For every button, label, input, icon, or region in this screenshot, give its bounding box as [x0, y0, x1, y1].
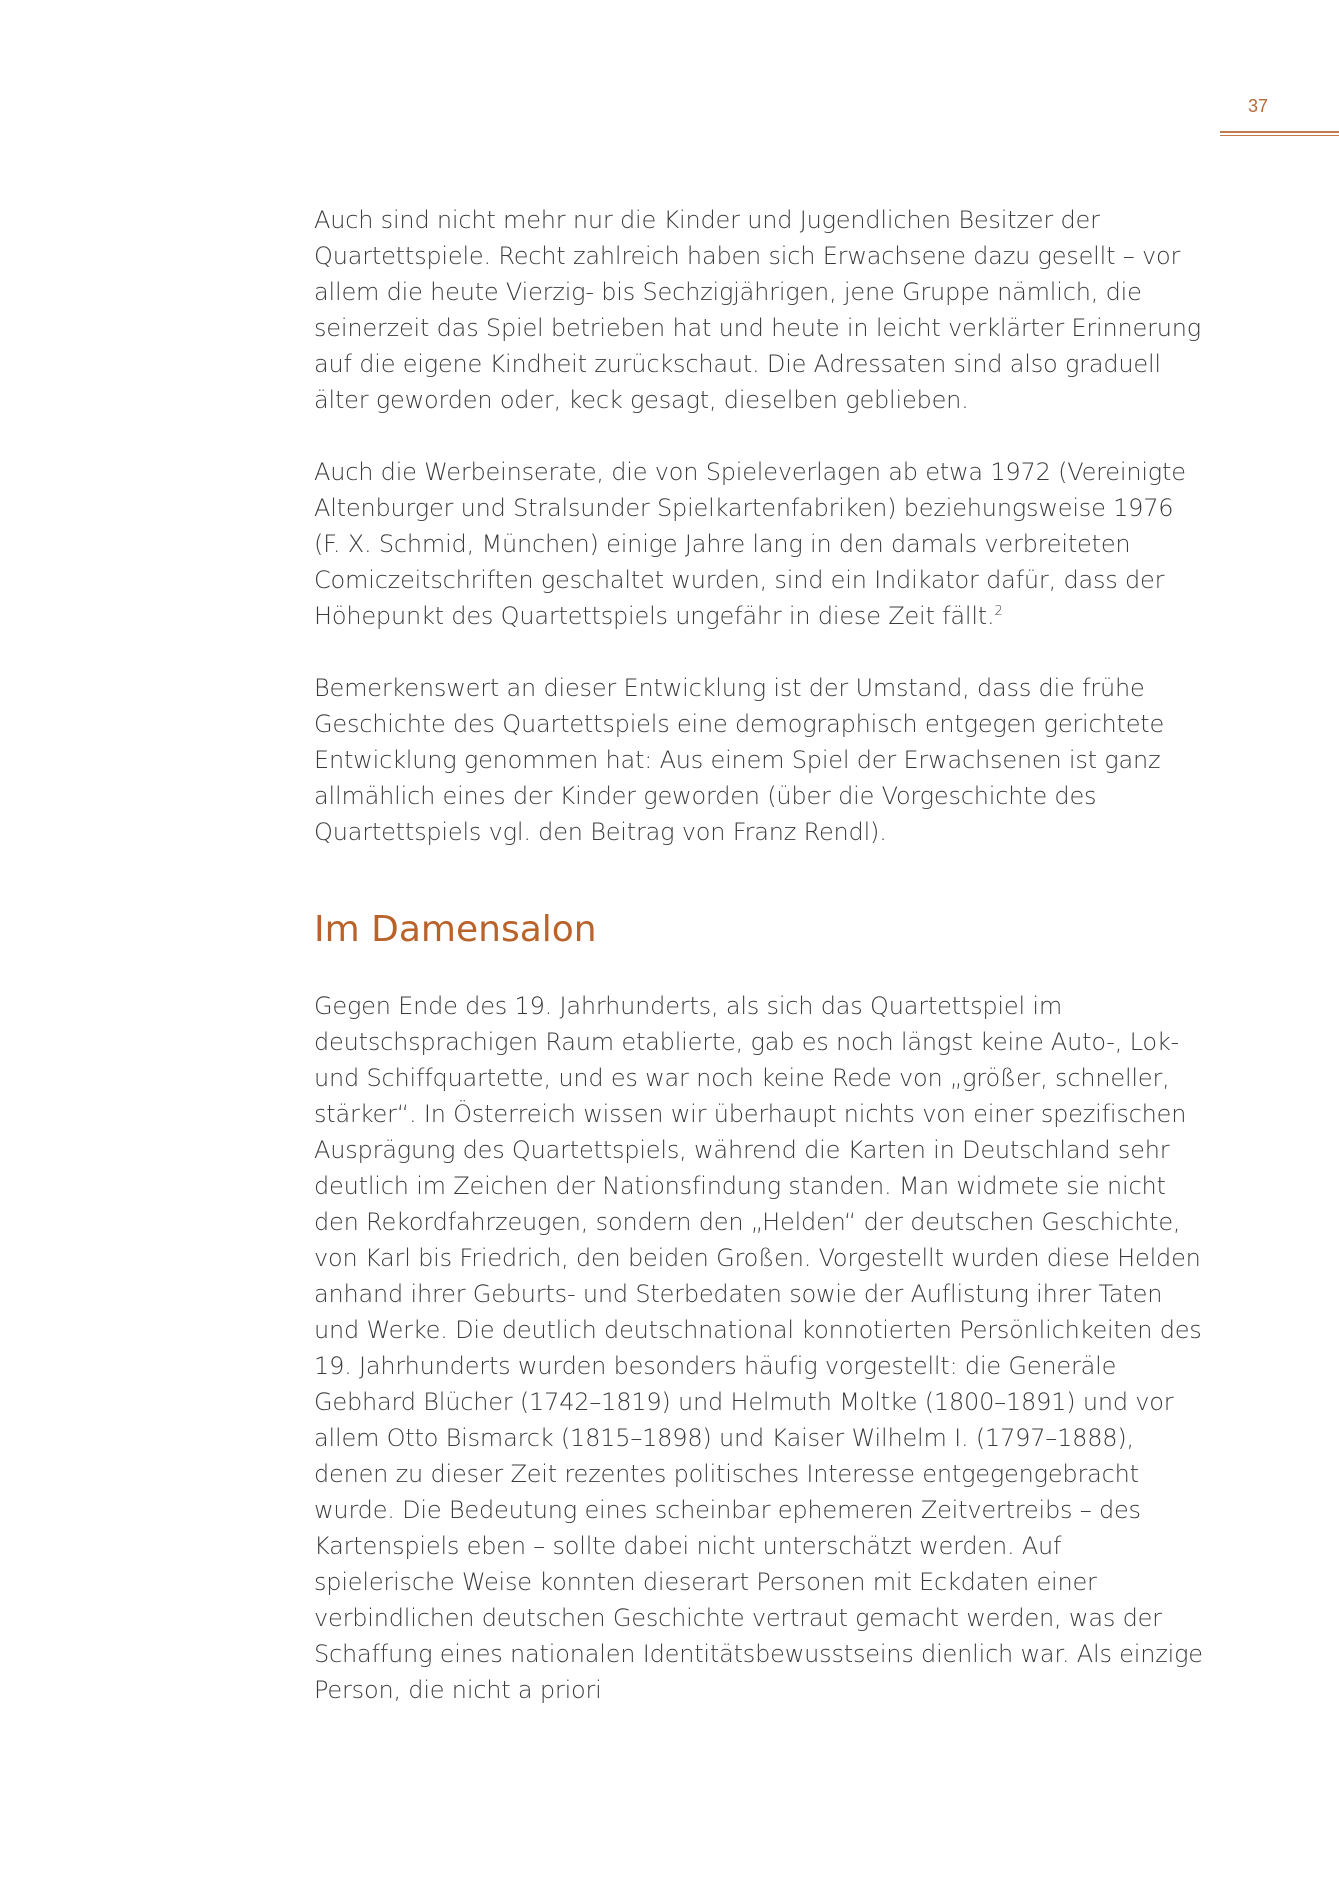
paragraph-2-text: Auch die Werbeinserate, die von Spieleverlagen ab etwa 1972 (Vereinigte Altenburger und Stralsunder Spielkartenfabriken) beziehungsweise 1976 (F. X. Schmid, München) einige Jahre lang in den damals verbreiteten Comiczeitschriften geschaltet wurden, sind ein Indikator dafür, dass der Höhepunkt des Quartettspiels ungefähr in diese Zeit fällt. [314, 458, 1186, 630]
paragraph-3: Bemerkenswert an dieser Entwicklung ist der Umstand, dass die frühe Geschichte des Quartettspiels eine demographisch entgegen gerichtete Entwicklung genommen hat: Aus einem Spiel der Erwachsenen ist ganz allmählich eines der Kinder geworden (über die Vorgeschichte des Quartettspiels vgl. den Beitrag von Franz Rendl). [314, 674, 1165, 846]
header-rule [1220, 131, 1339, 133]
section-paragraph: Gegen Ende des 19. Jahrhunderts, als sich das Quartettspiel im deutschsprachigen Raum etablierte, gab es noch längst keine Auto-, Lok- und Schiffquartette, und es war noch keine Rede von „größer, schneller, stärker“. In Österreich wissen wir überhaupt nichts von einer spezifischen Ausprägung des Quartettspiels, während die Karten in Deutschland sehr deutlich im Zeichen der Nationsfindung standen. Man widmete sie nicht den Rekordfahrzeugen, sondern den „Helden“ der deutschen Geschichte, von Karl bis Friedrich, den beiden Großen. Vorgestellt wurden diese Helden anhand ihrer Geburts- und Sterbedaten sowie der Auflistung ihrer Taten und Werke. Die deutlich deutschnational konnotierten Persönlichkeiten des 19. Jahrhunderts wurden besonders häufig vorgestellt: die Generäle Gebhard Blücher (1742–1819) und Helmuth Moltke (1800–1891) und vor allem Otto Bismarck (1815–1898) und Kaiser Wilhelm I. (1797–1888), denen zu dieser Zeit rezentes politisches Interesse entgegengebracht wurde. Die Bedeutung eines scheinbar ephemeren Zeitvertreibs – des Kartenspiels eben – sollte dabei nicht unterschätzt werden. Auf spielerische Weise konnten dieserart Personen mit Eckdaten einer verbindlichen deutschen Geschichte vertraut gemacht werden, was der Schaffung eines nationalen Identitätsbewusstseins dienlich war. Als einzige Person, die nicht a priori [314, 992, 1203, 1704]
header-rule-thin [1220, 135, 1339, 136]
article-body [314, 202, 1204, 1708]
paragraph-1: Auch sind nicht mehr nur die Kinder und Jugendlichen Besitzer der Quartettspiele. Recht zahlreich haben sich Erwachsene dazu gesellt – vor allem die heute Vierzig- bis Sechzigjährigen, jene Gruppe nämlich, die seinerzeit das Spiel betrieben hat und heute in leicht verklärter Erinnerung auf die eigene Kindheit zurückschaut. Die Adressaten sind also graduell älter geworden oder, keck gesagt, dieselben geblieben. [314, 206, 1201, 414]
paragraph-2 [314, 454, 1204, 634]
section-heading: Im Damensalon [314, 909, 597, 950]
footnote-reference[interactable]: 2 [994, 604, 1003, 619]
page-number: 37 [1247, 96, 1269, 116]
